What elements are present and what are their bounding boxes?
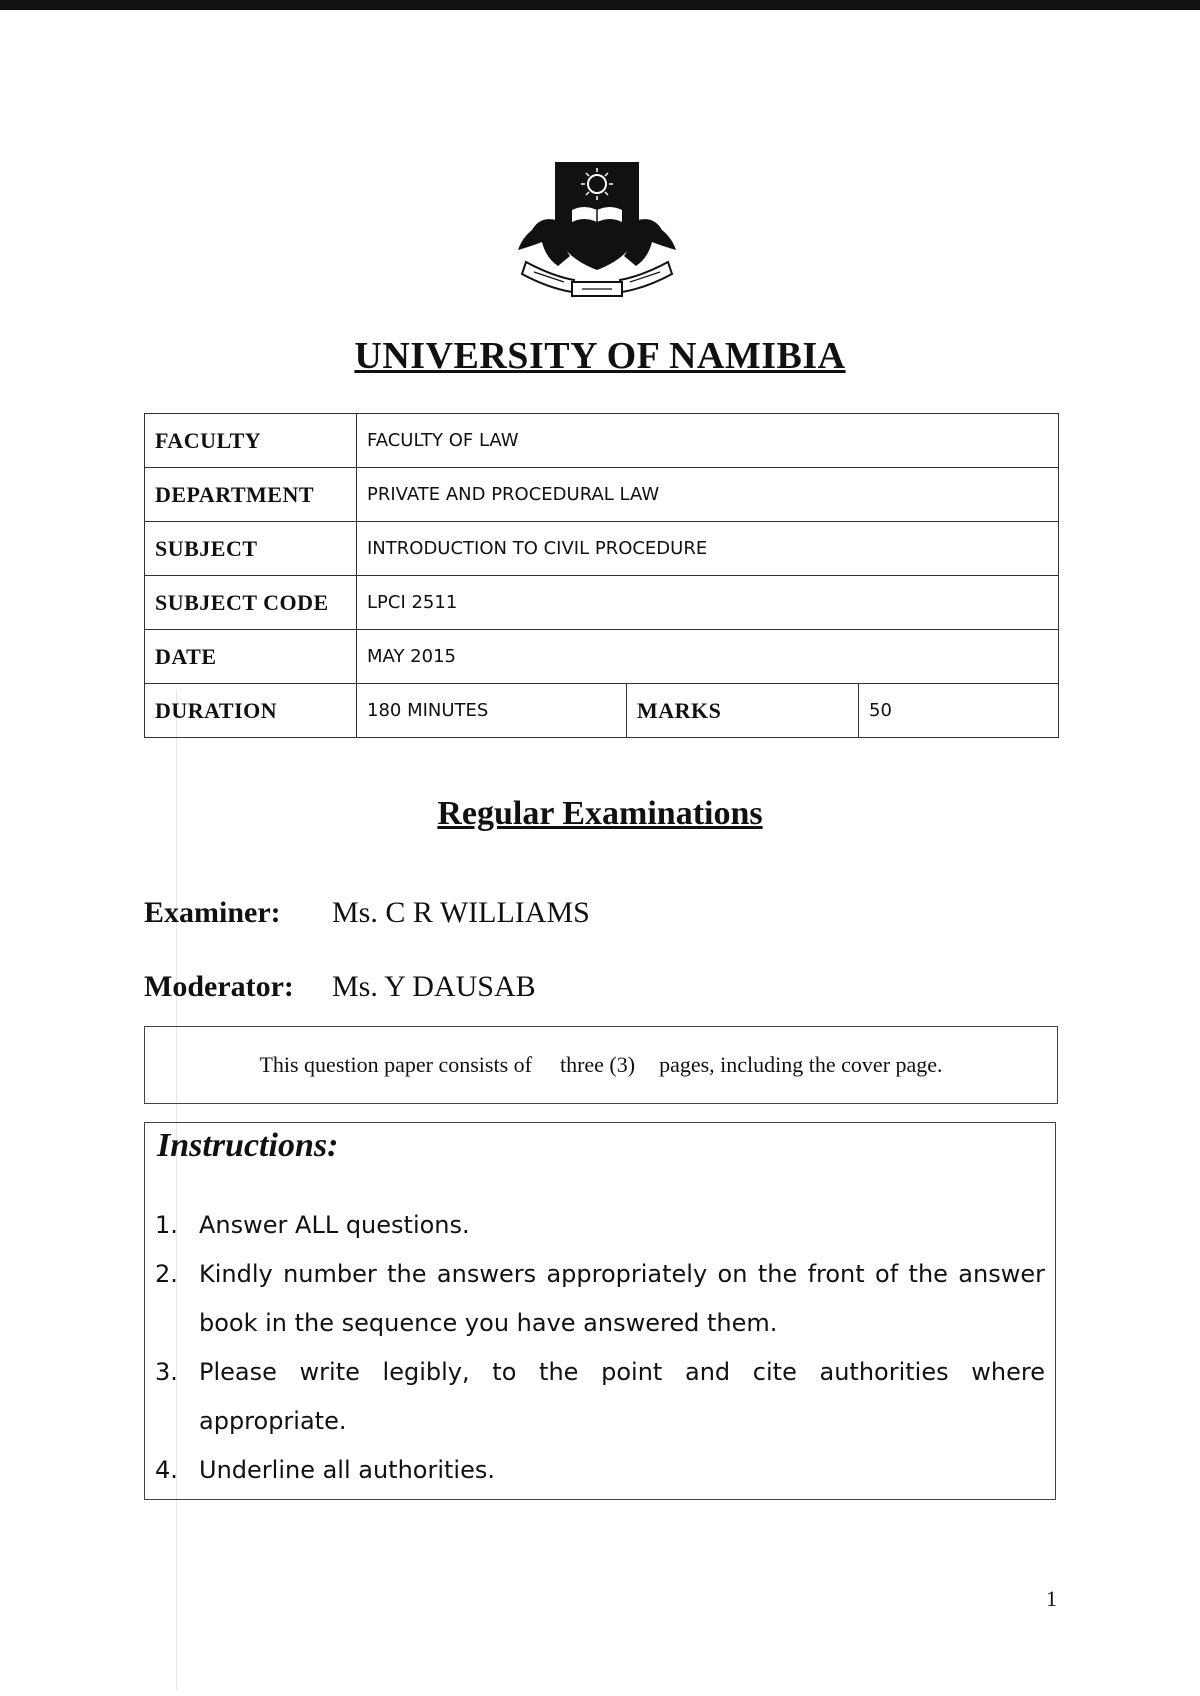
item-number: 1. xyxy=(155,1211,178,1239)
examiner-line xyxy=(144,896,590,930)
moderator-line xyxy=(144,970,536,1004)
duration-label: DURATION xyxy=(145,684,357,738)
table-row xyxy=(145,414,1059,468)
date-value: MAY 2015 xyxy=(357,630,1059,684)
list-item xyxy=(155,1250,1045,1348)
list-item xyxy=(155,1201,1045,1250)
faculty-value: FACULTY OF LAW xyxy=(357,414,1059,468)
department-value: PRIVATE AND PROCEDURAL LAW xyxy=(357,468,1059,522)
note-prefix: This question paper consists of xyxy=(259,1052,532,1077)
item-text: Please write legibly, to the point and cite authorities where appropriate. xyxy=(199,1358,1045,1435)
table-row xyxy=(145,684,1059,738)
moderator-label: Moderator: xyxy=(144,970,294,1003)
item-number: 2. xyxy=(155,1260,178,1288)
faculty-label: FACULTY xyxy=(145,414,357,468)
item-text: Underline all authorities. xyxy=(199,1456,495,1484)
item-text: Kindly number the answers appropriately on the front of the answer book in the sequence you have answered them. xyxy=(199,1260,1045,1337)
subject-value: INTRODUCTION TO CIVIL PROCEDURE xyxy=(357,522,1059,576)
page-count-note xyxy=(144,1026,1058,1104)
table-row xyxy=(145,468,1059,522)
exam-info-table xyxy=(144,413,1059,738)
exam-type-title: Regular Examinations xyxy=(437,795,763,832)
duration-value: 180 MINUTES xyxy=(357,684,627,738)
list-item xyxy=(155,1446,1045,1495)
department-label: DEPARTMENT xyxy=(145,468,357,522)
marks-label: MARKS xyxy=(627,684,859,738)
date-label: DATE xyxy=(145,630,357,684)
university-name: UNIVERSITY OF NAMIBIA xyxy=(354,335,846,377)
instructions-list xyxy=(155,1201,1045,1495)
university-crest-icon xyxy=(512,158,682,310)
item-number: 4. xyxy=(155,1456,178,1484)
table-row xyxy=(145,630,1059,684)
subject-label: SUBJECT xyxy=(145,522,357,576)
table-row xyxy=(145,576,1059,630)
table-row xyxy=(145,522,1059,576)
note-suffix: pages, including the cover page. xyxy=(659,1052,943,1077)
instructions-title: Instructions: xyxy=(157,1127,339,1164)
instructions-box xyxy=(144,1122,1056,1500)
subject-code-label: SUBJECT CODE xyxy=(145,576,357,630)
page-number: 1 xyxy=(1046,1586,1057,1611)
examiner-name: Ms. C R WILLIAMS xyxy=(332,896,590,929)
moderator-name: Ms. Y DAUSAB xyxy=(332,970,536,1003)
note-pages: three (3) xyxy=(559,1052,636,1077)
scan-top-border xyxy=(0,0,1200,10)
item-text: Answer ALL questions. xyxy=(199,1211,470,1239)
marks-value: 50 xyxy=(859,684,1059,738)
list-item xyxy=(155,1348,1045,1446)
item-number: 3. xyxy=(155,1358,178,1386)
subject-code-value: LPCI 2511 xyxy=(357,576,1059,630)
examiner-label: Examiner: xyxy=(144,896,281,929)
